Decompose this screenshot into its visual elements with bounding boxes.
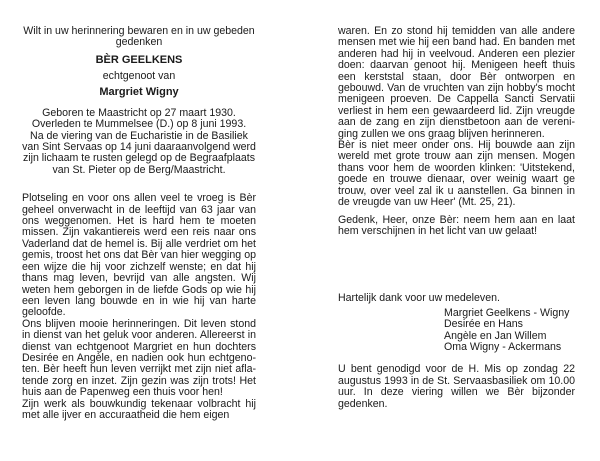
- intro-text: Wilt in uw herinnering bewaren en in uw gebeden gedenken: [23, 25, 255, 49]
- family-member: Margriet Geelkens - Wigny: [444, 306, 570, 319]
- paragraph-community: waren. En zo stond hij temidden van alle andere mensen met wie hij een band had. En banden met anderen had hij in veelvoud. Anderen een plezier doen: daarvan genoot hij. Menigeen heeft thuis een kerststal staan, door Bèr ontworpen en gebouwd. Van de vruchten van zijn hobby's mocht menigeen proeven. De Cappella Sancti Servatii verliest in hem een gewaardeerd lid. Zijn vreugde aan de zang en zijn dienstbetoon aan de vereni-ging zullen we ons graag blijven herinneren.: [338, 25, 575, 140]
- paragraph-faith: Bèr is niet meer onder ons. Hij bouwde aan zijn wereld met grote trouw aan zijn mensen. Mogen thans voor hem de woorden klinken: 'Uitstekend, goede en trouwe dienaar, over weinig waart ge trouw, over veel zal ik u aanstellen. Ga binnen in de vreugde van uw Heer' (Mt. 25, 21).: [338, 139, 575, 209]
- mass-invitation: U bent genodigd voor de H. Mis op zondag 22 augustus 1993 in de St. Servaasbasiliek om 10.00 uur. In deze viering willen we Bèr bijzonder gedenken.: [338, 363, 575, 410]
- family-member: Angèle en Jan Willem: [444, 329, 547, 342]
- thanks-text: Hartelijk dank voor uw medeleven.: [338, 292, 500, 305]
- facts-block: [22, 108, 256, 176]
- paragraph-work: Zijn werk als bouwkundig tekenaar volbracht hij met alle ijver en accuraatheid die hem eigen: [22, 397, 256, 421]
- family-member: Oma Wigny - Ackermans: [444, 340, 562, 353]
- family-member: Desirée en Hans: [444, 318, 523, 331]
- paragraph-loss: Plotseling en voor ons allen veel te vroeg is Bèr geheel onverwacht in de leeftijd van 63 jaar van ons weggenomen. Het is hard hem te moeten missen. Zijn vakantiereis werd een reis naar ons Vaderland dat de hemel is. Bij alle verdriet om het gemis, troost het ons dat Bèr van hier wegging op een wijze die hij voor zichzelf wenste; en dat hij thans mag leven, bevrijd van alle angsten. Wij weten hem geborgen in de liefde Gods op wie hij een leven lang bouwde en in wie hij van harte geloofde.: [22, 192, 256, 319]
- paragraph-memories: Ons blijven mooie herinneringen. Dit leven stond in dienst van het geluk voor anderen. Allereerst in dienst van echtgenoot Margriet en hun dochters Desirée en Angèle, en nadien ook hun echtgeno-ten. Bèr heeft hun leven verrijkt met zijn niet afla-tende zorg en inzet. Zijn gezin was zijn trots! Het huis aan de Papenweg een thuis voor hen!: [22, 317, 256, 399]
- spouse-name: Margriet Wigny: [99, 85, 179, 98]
- death-fact: Overleden te Mummelsee (D.) op 8 juni 1993.: [31, 118, 247, 131]
- card-right-page: [338, 26, 575, 410]
- relation-text: echtgenoot van: [102, 69, 176, 82]
- deceased-name: BÈR GEELKENS: [95, 53, 183, 66]
- birth-fact: Geboren te Maastricht op 27 maart 1930.: [42, 106, 236, 119]
- family-list: [444, 308, 575, 354]
- card-left-page: [22, 26, 256, 421]
- burial-fact: Na de viering van de Eucharistie in de Basiliek van Sint Servaas op 14 juni daaraanvolgend werd zijn lichaam te rusten gelegd op de Begraafplaats van St. Pieter op de Berg/Maastricht.: [22, 129, 256, 176]
- prayer-text: Gedenk, Heer, onze Bèr: neem hem aan en laat hem verschijnen in het licht van uw gelaat!: [338, 213, 575, 237]
